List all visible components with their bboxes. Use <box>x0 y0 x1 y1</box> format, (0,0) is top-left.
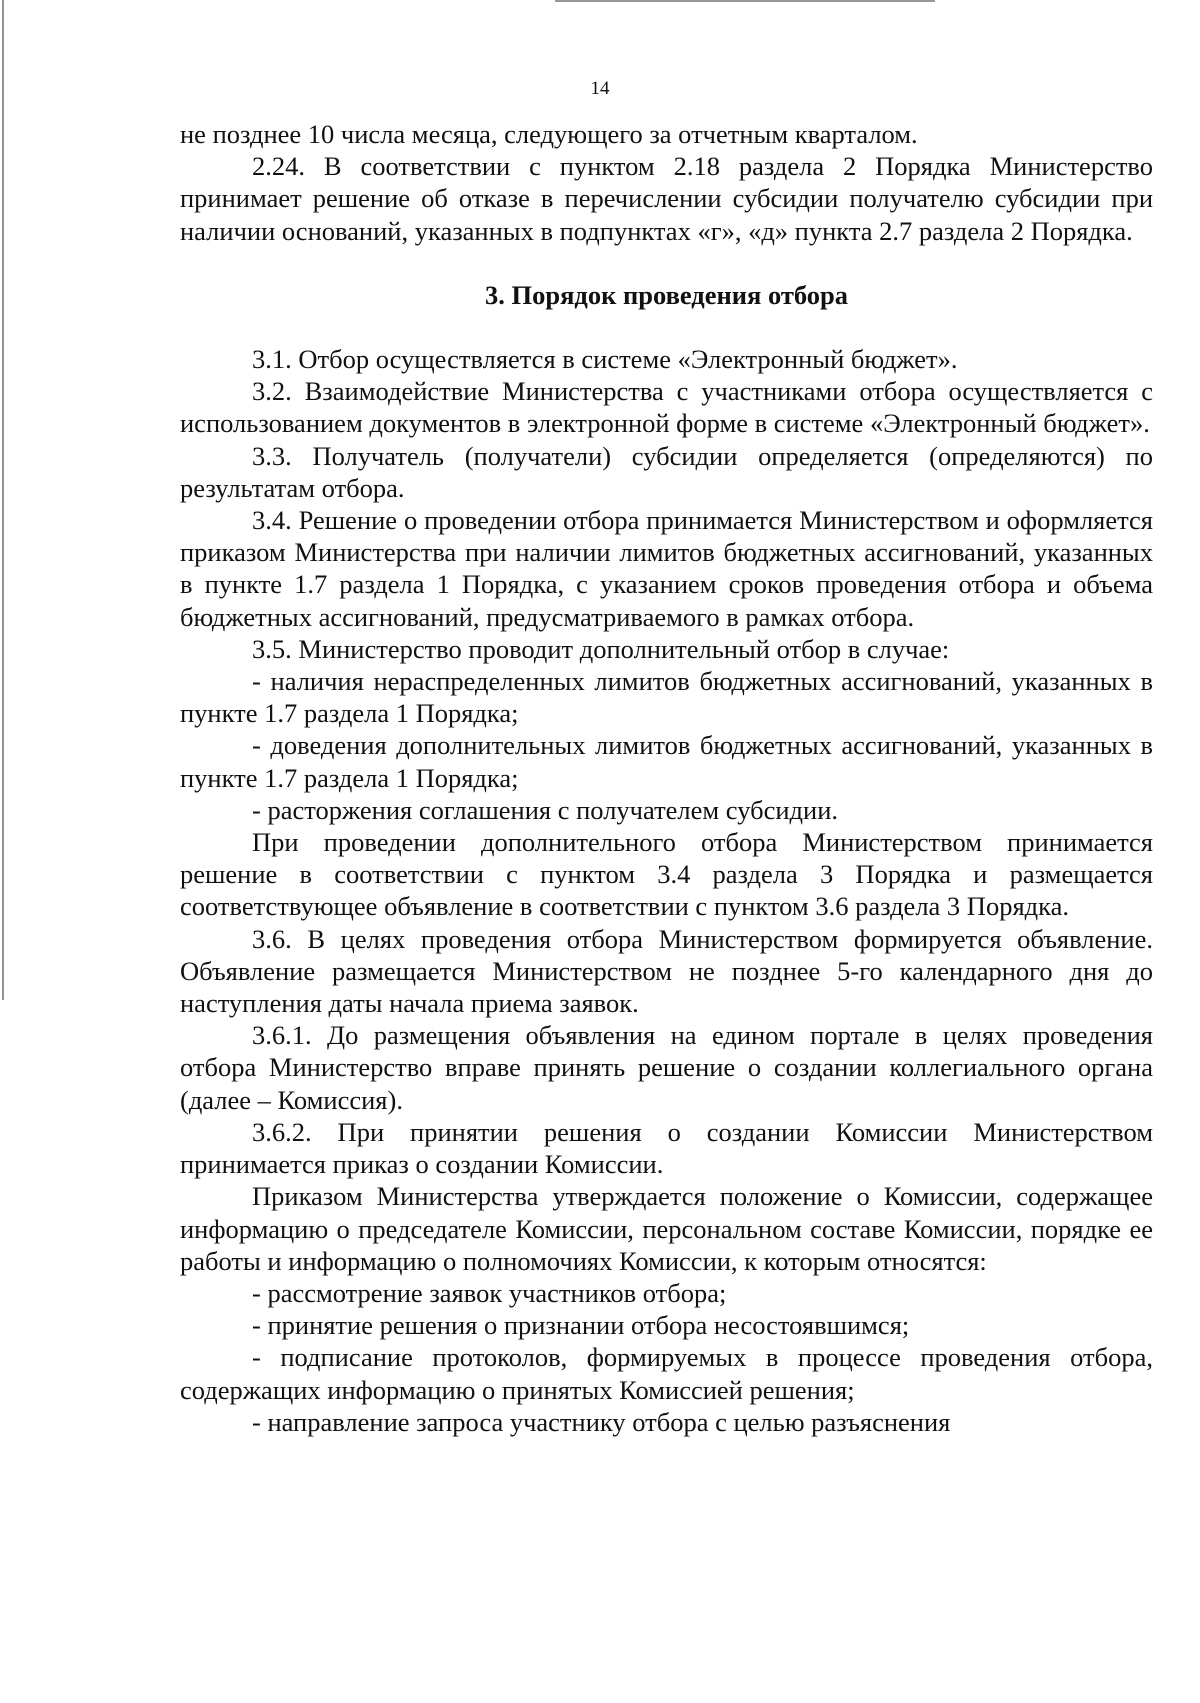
list-item: - подписание протоколов, формируемых в процессе проведения отбора, содержащих информацию о принятых Комиссией решения; <box>180 1342 1153 1405</box>
page-number: 14 <box>590 78 610 99</box>
list-item: - рассмотрение заявок участников отбора; <box>252 1277 727 1308</box>
paragraph: 3.2. Взаимодействие Министерства с участниками отбора осуществляется с использованием документов в электронной форме в системе «Электронный бюджет». <box>180 376 1153 439</box>
paragraph: 3.3. Получатель (получатели) субсидии определяется (определяются) по результатам отбора. <box>180 440 1153 503</box>
list-item: - расторжения соглашения с получателем субсидии. <box>252 794 839 825</box>
document-body <box>180 118 1153 1438</box>
list-item: - направление запроса участнику отбора с целью разъяснения <box>252 1406 951 1437</box>
paragraph: Приказом Министерства утверждается положение о Комиссии, содержащее информацию о председателе Комиссии, персональном составе Комиссии, порядке ее работы и информацию о полномочиях Комиссии, к которым относятся: <box>180 1181 1153 1276</box>
paragraph: 3.6.1. До размещения объявления на едином портале в целях проведения отбора Министерство вправе принять решение о создании коллегиального органа (далее – Комиссия). <box>180 1020 1153 1115</box>
scan-edge-top <box>555 0 935 2</box>
scan-edge-left <box>2 0 4 1000</box>
paragraph: 2.24. В соответствии с пунктом 2.18 раздела 2 Порядка Министерство принимает решение об отказе в перечислении субсидии получателю субсидии при наличии оснований, указанных в подпунктах «г», «д» пункта 2.7 раздела 2 Порядка. <box>180 151 1153 246</box>
list-item: - принятие решения о признании отбора несостоявшимся; <box>252 1310 910 1341</box>
list-item: - доведения дополнительных лимитов бюджетных ассигнований, указанных в пункте 1.7 раздела 1 Порядка; <box>180 730 1153 793</box>
paragraph: 3.6.2. При принятии решения о создании Комиссии Министерством принимается приказ о создании Комиссии. <box>180 1116 1153 1180</box>
paragraph: При проведении дополнительного отбора Министерством принимается решение в соответствии с пунктом 3.4 раздела 3 Порядка и размещается соответствующее объявление в соответствии с пунктом 3.6 раздела 3 Порядка. <box>180 827 1153 922</box>
list-item: - наличия нераспределенных лимитов бюджетных ассигнований, указанных в пункте 1.7 раздела 1 Порядка; <box>180 666 1153 729</box>
paragraph: 3.5. Министерство проводит дополнительный отбор в случае: <box>252 633 950 664</box>
section-heading: 3. Порядок проведения отбора <box>484 279 849 310</box>
paragraph: не позднее 10 числа месяца, следующего за отчетным кварталом. <box>180 119 918 149</box>
paragraph: 3.4. Решение о проведении отбора принимается Министерством и оформляется приказом Министерства при наличии лимитов бюджетных ассигнований, указанных в пункте 1.7 раздела 1 Порядка, с указанием сроков проведения отбора и объема бюджетных ассигнований, предусматриваемого в рамках отбора. <box>180 505 1153 632</box>
paragraph: 3.6. В целях проведения отбора Министерством формируется объявление. Объявление размещается Министерством не позднее 5-го календарного дня до наступления даты начала приема заявок. <box>180 923 1153 1019</box>
paragraph: 3.1. Отбор осуществляется в системе «Электронный бюджет». <box>252 344 958 375</box>
